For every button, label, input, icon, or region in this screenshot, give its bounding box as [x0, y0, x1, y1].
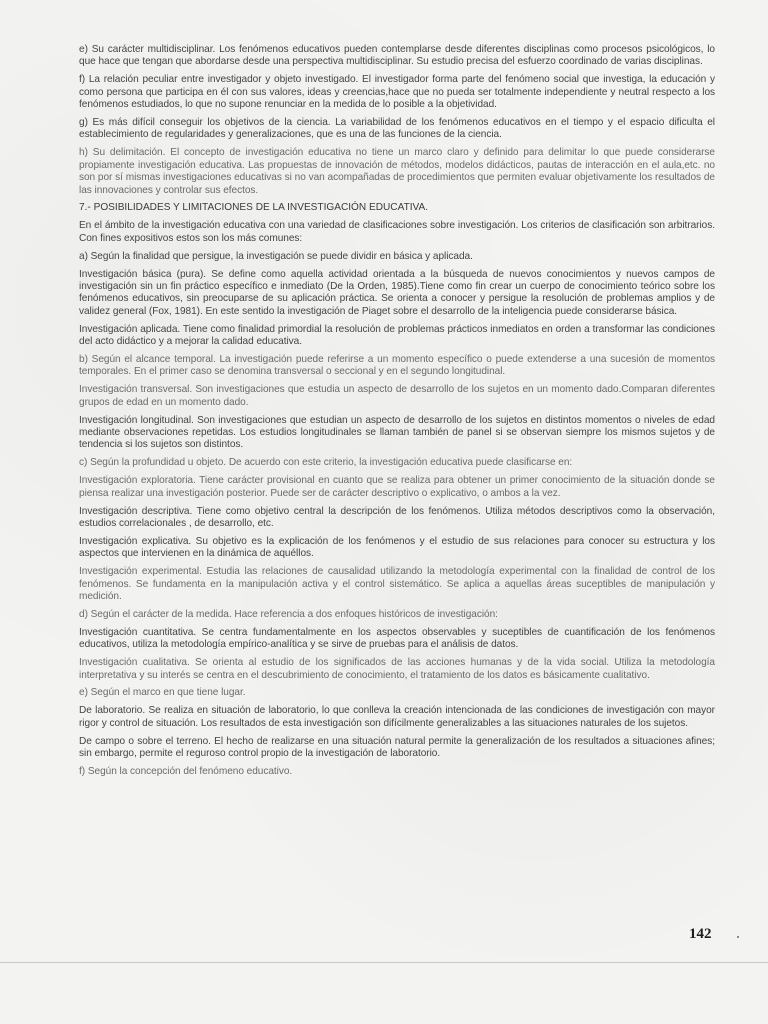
page-number: 142 — [689, 926, 712, 942]
paragraph: Investigación descriptiva. Tiene como objetivo central la descripción de los fenómenos. Utiliza métodos descriptivos como la observación, estudios correlacionales , de desarrollo, etc. — [79, 505, 715, 529]
paragraph: Investigación cualitativa. Se orienta al estudio de los significados de las acciones humanas y de la vida social. Utiliza la metodología interpretativa y su interés se centra en el descubrimiento de conocimiento, el tratamiento de los datos es básicamente cualitativo. — [79, 657, 715, 681]
scan-speck — [737, 936, 739, 938]
paragraph: e) Su carácter multidisciplinar. Los fenómenos educativos pueden contemplarse desde diferentes disciplinas como procesos psicológicos, lo que hace que tengan que abordarse desde una perspectiva multidisciplinar. Su estudio precisa del esfuerzo coordinado de varias disciplinas. — [79, 44, 715, 68]
paragraph: Investigación transversal. Son investigaciones que estudia un aspecto de desarrollo de los sujetos en un momento dado.Comparan diferentes grupos de edad en un momento dado. — [79, 384, 715, 408]
paragraph: Investigación explicativa. Su objetivo es la explicación de los fenómenos y el estudio de sus relaciones para conocer su estructura y los aspectos que intervienen en la dinámica de aquéllos. — [79, 535, 715, 560]
paragraph: h) Su delimitación. El concepto de investigación educativa no tiene un marco claro y definido para delimitar lo que puede considerarse propiamente investigación educativa. Las propuestas de innovación de métodos, modelos didácticos, pautas de interacción en el aula,etc. no son por sí mismas investigaciones educativas si no van acompañadas de procedimientos que permiten evaluar objetivamente los resultados de las innovaciones y controlar sus efectos. — [79, 147, 715, 196]
paragraph: e) Según el marco en que tiene lugar. — [79, 687, 246, 699]
paragraph: d) Según el carácter de la medida. Hace referencia a dos enfoques históricos de investigación: — [79, 608, 498, 620]
paragraph: c) Según la profundidad u objeto. De acuerdo con este criterio, la investigación educativa puede clasificarse en: — [79, 457, 573, 469]
paragraph: Investigación cuantitativa. Se centra fundamentalmente en los aspectos observables y suceptibles de cuantificación de los fenómenos educativos, utiliza la metodología empírico-analítica y se sirve de pruebas para el análisis de datos. — [79, 626, 715, 651]
paragraph: De campo o sobre el terreno. El hecho de realizarse en una situación natural permite la generalización de los resultados a situaciones afines; sin embargo, permite el reguroso control propio de la investigación de laboratorio. — [79, 735, 715, 760]
paragraph: De laboratorio. Se realiza en situación de laboratorio, lo que conlleva la creación intencionada de las condiciones de investigación con mayor rigor y control de situación. Los resultados de esta investigación son difícilmente generalizables a las situaciones naturales de los sujetos. — [79, 705, 715, 729]
paragraph: b) Según el alcance temporal. La investigación puede referirse a un momento específico o puede extenderse a una sucesión de momentos temporales. En el primer caso se denomina transversal o seccional y en el segundo longitudinal. — [79, 354, 715, 378]
paragraph: a) Según la finalidad que persigue, la investigación se puede dividir en básica y aplicada. — [79, 250, 473, 262]
paragraph: f) La relación peculiar entre investigador y objeto investigado. El investigador forma parte del fenómeno social que investiga, la educación y como persona que participa en él con sus valores, ideas y creencias,hace que no pueda ser totalmente independiente y neutral respecto a los fenómenos estudiados, lo que no supone renunciar en la medida de lo posible a la objetividad. — [79, 74, 715, 111]
paragraph: Investigación exploratoria. Tiene carácter provisional en cuanto que se realiza para obtener un primer conocimiento de la situación donde se piensa realizar una investigación posterior. Puede ser de carácter descriptivo o explicativo, o ambos a la vez. — [79, 475, 715, 499]
paragraph: Investigación básica (pura). Se define como aquella actividad orientada a la búsqueda de nuevos conocimientos y nuevos campos de investigación sin un fin práctico específico e inmediato (De la Orden, 1985).Tiene como fin crear un cuerpo de conocimiento teórico sobre los fenómenos educativos, sin preocuparse de su aplicación práctica. Se orienta a conocer y persigue la resolución de problemas amplios y de validez general (Fox, 1981). En este sentido la investigación de Piaget sobre el desarrollo de la inteligencia puede considerarse básica. — [79, 268, 715, 317]
paragraph: f) Según la concepción del fenómeno educativo. — [79, 766, 293, 777]
section-heading: 7.- POSIBILIDADES Y LIMITACIONES DE LA INVESTIGACIÓN EDUCATIVA. — [79, 202, 429, 214]
paragraph: En el ámbito de la investigación educativa con una variedad de clasificaciones sobre investigación. Los criterios de clasificación son arbitrarios. Con fines expositivos estos son los más comunes: — [79, 220, 715, 244]
paragraph: g) Es más difícil conseguir los objetivos de la ciencia. La variabilidad de los fenómenos educativos en el tiempo y el espacio dificulta el establecimiento de regularidades y generalizaciones, que es una de las funciones de la ciencia. — [79, 117, 715, 141]
page-body — [79, 44, 715, 784]
paragraph: Investigación experimental. Estudia las relaciones de causalidad utilizando la metodología experimental con la finalidad de control de los fenómenos. Se fundamenta en la manipulación activa y el control sistemático. Se aplica a aquellas áreas suceptibles de manipulación y medición. — [79, 566, 715, 603]
paragraph: Investigación longitudinal. Son investigaciones que estudian un aspecto de desarrollo de los sujetos en distintos momentos o niveles de edad mediante observaciones repetidas. Los estudios longitudinales se llaman también de panel si se observan siempre los mismos sujetos y de tendencia si los sujetos son distintos. — [79, 414, 715, 451]
paragraph: Investigación aplicada. Tiene como finalidad primordial la resolución de problemas prácticos inmediatos en orden a transformar las condiciones del acto didáctico y a mejorar la calidad educativa. — [79, 323, 715, 348]
scan-edge-line — [0, 962, 768, 963]
